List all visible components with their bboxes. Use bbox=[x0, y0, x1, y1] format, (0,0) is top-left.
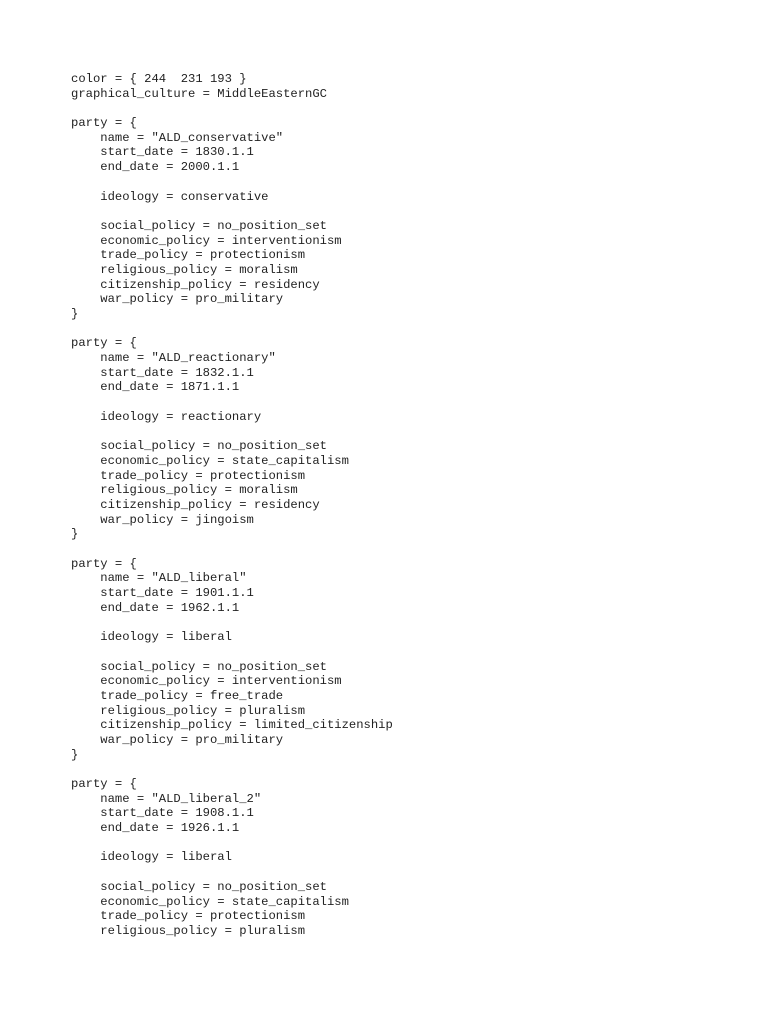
code-line bbox=[71, 322, 393, 337]
code-line: start_date = 1901.1.1 bbox=[71, 586, 254, 601]
code-line: } bbox=[71, 527, 79, 542]
code-line: religious_policy = moralism bbox=[71, 483, 298, 498]
code-line: name = "ALD_reactionary" bbox=[71, 351, 276, 366]
code-line bbox=[71, 645, 393, 660]
code-line: economic_policy = state_capitalism bbox=[71, 894, 349, 909]
code-line: graphical_culture = MiddleEasternGC bbox=[71, 86, 327, 101]
code-line: economic_policy = interventionism bbox=[71, 233, 342, 248]
code-line bbox=[71, 615, 393, 630]
code-line: war_policy = pro_military bbox=[71, 732, 284, 747]
code-line: social_policy = no_position_set bbox=[71, 218, 327, 233]
code-line: end_date = 1926.1.1 bbox=[71, 821, 240, 836]
code-line bbox=[71, 204, 393, 219]
code-block bbox=[71, 72, 393, 939]
code-line: religious_policy = pluralism bbox=[71, 703, 306, 718]
code-line: name = "ALD_conservative" bbox=[71, 130, 284, 145]
code-line: citizenship_policy = limited_citizenship bbox=[71, 718, 393, 733]
code-line: ideology = liberal bbox=[71, 630, 232, 645]
code-line: ideology = liberal bbox=[71, 850, 232, 865]
code-line: ideology = conservative bbox=[71, 189, 269, 204]
code-line: } bbox=[71, 307, 79, 321]
code-line: social_policy = no_position_set bbox=[71, 659, 327, 674]
code-line bbox=[71, 395, 393, 410]
code-line: social_policy = no_position_set bbox=[71, 439, 327, 454]
code-line: citizenship_policy = residency bbox=[71, 497, 320, 512]
code-line bbox=[71, 542, 393, 557]
code-line: ideology = reactionary bbox=[71, 409, 262, 424]
code-line: trade_policy = free_trade bbox=[71, 688, 284, 703]
code-line: end_date = 1962.1.1 bbox=[71, 600, 240, 615]
code-line: start_date = 1830.1.1 bbox=[71, 145, 254, 160]
code-line bbox=[71, 425, 393, 440]
code-line: war_policy = jingoism bbox=[71, 512, 254, 527]
code-line bbox=[71, 101, 393, 116]
code-line: trade_policy = protectionism bbox=[71, 468, 306, 483]
code-line: start_date = 1832.1.1 bbox=[71, 365, 254, 380]
code-line: end_date = 1871.1.1 bbox=[71, 380, 240, 395]
code-line: party = { bbox=[71, 777, 137, 791]
code-line: trade_policy = protectionism bbox=[71, 248, 306, 263]
code-line: economic_policy = state_capitalism bbox=[71, 453, 349, 468]
code-line: economic_policy = interventionism bbox=[71, 674, 342, 689]
code-line: } bbox=[71, 747, 79, 762]
code-line bbox=[71, 865, 393, 880]
code-line: party = { bbox=[71, 336, 137, 351]
code-line: party = { bbox=[71, 556, 137, 571]
code-line: end_date = 2000.1.1 bbox=[71, 160, 240, 175]
code-line bbox=[71, 175, 393, 190]
code-line bbox=[71, 762, 393, 777]
code-line: citizenship_policy = residency bbox=[71, 277, 320, 292]
code-line: social_policy = no_position_set bbox=[71, 879, 327, 894]
code-line: religious_policy = pluralism bbox=[71, 923, 306, 938]
code-line: name = "ALD_liberal" bbox=[71, 571, 247, 586]
code-line: party = { bbox=[71, 116, 137, 131]
code-line: religious_policy = moralism bbox=[71, 262, 298, 277]
code-line: trade_policy = protectionism bbox=[71, 909, 306, 924]
code-line: color = { 244 231 193 } bbox=[71, 72, 247, 86]
code-line bbox=[71, 836, 393, 851]
code-line: start_date = 1908.1.1 bbox=[71, 806, 254, 821]
code-line: war_policy = pro_military bbox=[71, 292, 284, 307]
code-line: name = "ALD_liberal_2" bbox=[71, 791, 262, 806]
